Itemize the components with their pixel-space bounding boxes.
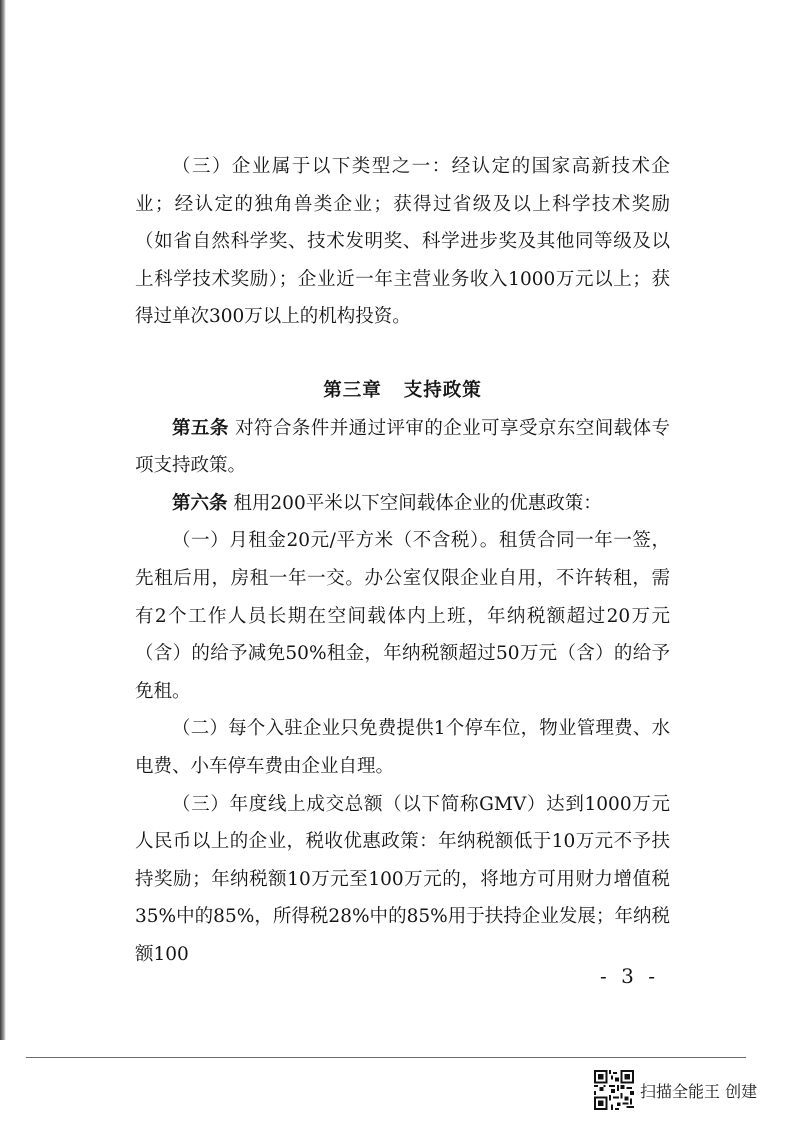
scan-edge-shadow	[0, 0, 6, 1040]
watermark-text: 扫描全能王 创建	[640, 1081, 758, 1101]
item-parking: （二）每个入驻企业只免费提供1个停车位，物业管理费、水电费、小车停车费由企业自理。	[135, 718, 670, 777]
article-5	[135, 410, 670, 485]
document-body	[135, 148, 670, 973]
article-6-text: 租用200平米以下空间载体企业的优惠政策：	[233, 492, 602, 514]
page-number: - 3 -	[600, 964, 659, 988]
chapter-title: 支持政策	[403, 379, 482, 401]
paragraph-enterprise-types: （三）企业属于以下类型之一：经认定的国家高新技术企业；经认定的独角兽类企业；获得过省级及以上科学技术奖励（如省自然科学奖、技术发明奖、科学进步奖及其他同等级及以上科学技术奖励）；企业近一年主营业务收入1000万元以上；获得过单次300万以上的机构投资。	[135, 156, 670, 328]
item-rent: （一）月租金20元/平方米（不含税）。租赁合同一年一签，先租后用，房租一年一交。办公室仅限企业自用，不许转租，需有2个工作人员长期在空间载体内上班，年纳税额超过20万元（含）的给予减免50%租金，年纳税额超过50万元（含）的给予免租。	[135, 530, 670, 702]
bottom-divider	[26, 1057, 746, 1058]
article-5-label: 第五条	[172, 417, 229, 439]
scanner-watermark	[594, 1069, 757, 1111]
chapter-heading	[135, 372, 670, 410]
item-tax: （三）年度线上成交总额（以下简称GMV）达到1000万元人民币以上的企业，税收优惠政策：年纳税额低于10万元不予扶持奖励；年纳税额10万元至100万元的，将地方可用财力增值税35%中的85%，所得税28%中的85%用于扶持企业发展；年纳税额100	[135, 793, 670, 965]
article-6-label: 第六条	[172, 492, 228, 514]
qr-code-icon	[594, 1070, 634, 1110]
article-6	[135, 485, 670, 523]
chapter-number: 第三章	[323, 379, 382, 401]
article-5-text: 对符合条件并通过评审的企业可享受京东空间载体专项支持政策。	[135, 417, 670, 477]
